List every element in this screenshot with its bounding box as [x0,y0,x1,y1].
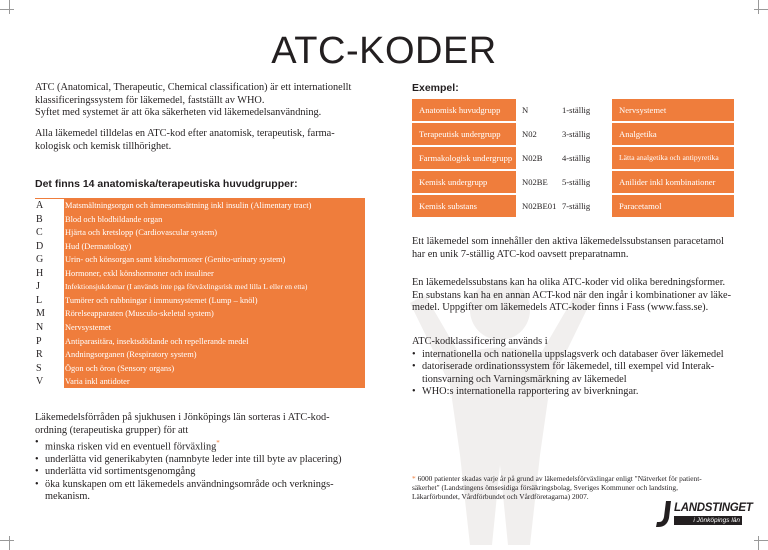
level-cell: Kemisk undergrupp [412,171,516,193]
meaning-cell: Nervsystemet [612,99,734,121]
main-groups-list [35,198,365,388]
group-code: R [35,348,64,362]
group-code: G [35,253,64,267]
code-cell: N02BE01 [518,195,558,217]
level-cell: Anatomisk huvudgrupp [412,99,516,121]
digits-cell: 3-ställig [558,123,610,145]
list-item-text: datoriserade ordinationssystem för läkemedel, till exempel vid Interak- [422,361,715,372]
meaning-cell: Analgetika [612,123,734,145]
group-row [35,374,365,390]
group-description: Nervsystemet [65,322,112,332]
level-cell: Farmakologisk undergrupp [412,147,516,169]
table-row [412,99,734,121]
group-code: C [35,226,64,240]
code-cell: N02BE [518,171,558,193]
group-description: Ögon och öron (Sensory organs) [65,363,175,373]
list-item-text: öka kunskapen om ett läkemedels användningsområde och verknings- [45,478,334,490]
digits-cell: 5-ställig [558,171,610,193]
meaning-cell: Lätta analgetika och antipyretika [612,147,734,169]
usage-heading: ATC-kodklassificering används i [412,336,548,347]
storage-line: ordning (terapeutiska grupper) för att [35,424,189,436]
group-code: B [35,213,64,227]
crop-mark [758,536,759,550]
footnote-line: Läkarförbundet, Vårdförbundet och Vårdföretagarna) 2007. [412,492,589,502]
list-item-text: tionsvarning och Varningsmärkning av läkemedel [422,373,627,385]
group-code: A [35,199,64,213]
group-description: Rörelseapparaten (Musculo-skeletal system) [65,309,214,319]
landstinget-logo [654,500,753,528]
group-description: Matsmältningsorgan och ämnesomsättning inkl insulin (Alimentary tract) [65,201,312,210]
paracetamol-paragraph [412,236,742,261]
footnote-line [412,474,732,483]
table-row [412,171,734,193]
groups-heading: Det finns 14 anatomiska/terapeutiska huvudgrupper: [35,178,298,190]
intro-line: ATC (Anatomical, Therapeutic, Chemical classification) är ett internationellt [35,82,352,93]
group-description: Urin- och könsorgan samt könshormoner (Genito-urinary system) [65,255,286,265]
list-item: • underlätta vid sortimentsgenomgång [35,466,375,479]
list-item [35,437,375,454]
group-code: P [35,335,64,349]
group-description: Hud (Dermatology) [65,241,132,251]
crop-mark [0,540,14,541]
table-row [412,123,734,145]
list-item: • underlätta vid generikabyten (namnbyte leder inte till byte av placering) [35,454,375,467]
text-line: En substans kan ha en annan ACT-kod när den ingår i kombinationer av läke- [412,289,732,301]
level-cell: Kemisk substans [412,195,516,217]
crop-mark [9,0,10,14]
list-item-text: mekanism. [45,491,90,503]
logo-subtitle: i Jönköpings län [674,516,742,525]
list-item [35,479,375,504]
substance-paragraph [412,277,742,315]
group-code: M [35,307,64,321]
code-cell: N02B [518,147,558,169]
crop-mark [9,536,10,550]
group-description: Andningsorganen (Respiratory system) [65,350,197,360]
digits-cell: 1-ställig [558,99,610,121]
group-code: S [35,362,64,376]
page-title: ATC-KODER [271,30,497,72]
intro-paragraph [35,82,375,120]
group-code: N [35,321,64,335]
crop-mark [754,540,768,541]
group-code: H [35,267,64,281]
table-row [412,195,734,217]
crop-mark [0,9,14,10]
storage-line: Läkemedelsförråden på sjukhusen i Jönköpings län sorteras i ATC-kod- [35,412,330,423]
list-item-text: minska risken vid en eventuell förväxling [45,441,217,453]
crop-mark [754,9,768,10]
meaning-cell: Paracetamol [612,195,734,217]
level-cell: Terapeutisk undergrupp [412,123,516,145]
example-heading: Exempel: [412,82,459,94]
group-description: Hormoner, exkl könshormoner och insuliner [65,268,214,278]
group-code: D [35,240,64,254]
code-cell: N02 [518,123,558,145]
storage-bullet-list [35,437,375,504]
text-line: medel. Uppgifter om läkemedels ATC-koder finns i Fass (www.fass.se). [412,302,709,313]
footnote-line: säkerhet" (Landstingens ömsesidiga försäkringsbolag, Sveriges Kommuner och landsting, [412,483,678,493]
footnote-marker: * [216,439,220,447]
footnote [412,474,732,502]
list-item: • WHO:s internationella rapportering av biverkningar. [412,386,742,399]
digits-cell: 7-ställig [558,195,610,217]
intro-line: kologisk och kemisk tillhörighet. [35,140,172,152]
group-description: Antiparasitära, insektsdödande och repellerande medel [65,336,249,346]
group-description: Tumörer och rubbningar i immunsystemet (Lump – knöl) [65,295,258,305]
logo-name: LANDSTINGET [674,502,753,514]
footnote-marker: * [412,474,416,483]
digits-cell: 4-ställig [558,147,610,169]
logo-mark-icon [654,500,674,528]
list-item [412,361,742,386]
intro-line: Syftet med systemet är att öka säkerheten vid läkemedelsanvändning. [35,107,322,118]
group-code: L [35,294,64,308]
group-description: Varia inkl antidoter [65,377,130,387]
list-item: • internationella och nationella uppslagsverk och databaser över läkemedel [412,349,742,362]
group-description: Infektionsjukdomar (I används inte pga förväxlingsrisk med lilla L eller en etta) [65,282,308,292]
code-cell: N [518,99,558,121]
usage-bullet-list [412,349,742,399]
storage-paragraph [35,412,375,437]
group-code: V [35,375,64,389]
text-line: har en unik 7-ställig ATC-kod oavsett preparatnamn. [412,248,629,260]
footnote-text: 6000 patienter skadas varje år på grund av läkemedelsförväxlingar enligt "Nätverket för patient- [417,474,702,483]
text-line: Ett läkemedel som innehåller den aktiva läkemedelssubstansen paracetamol [412,236,724,247]
group-description: Blod och blodbildande organ [65,214,163,224]
group-description: Hjärta och kretslopp (Cardiovascular system) [65,228,218,238]
table-row [412,147,734,169]
group-code: J [35,280,64,294]
intro-paragraph-2 [35,128,375,153]
intro-line: Alla läkemedel tilldelas en ATC-kod efter anatomisk, terapeutisk, farma- [35,128,335,139]
meaning-cell: Anilider inkl kombinationer [612,171,734,193]
intro-line: klassificeringssystem för läkemedel, fastställt av WHO. [35,94,265,106]
text-line: En läkemedelssubstans kan ha olika ATC-koder vid olika beredningsformer. [412,277,726,288]
crop-mark [758,0,759,14]
